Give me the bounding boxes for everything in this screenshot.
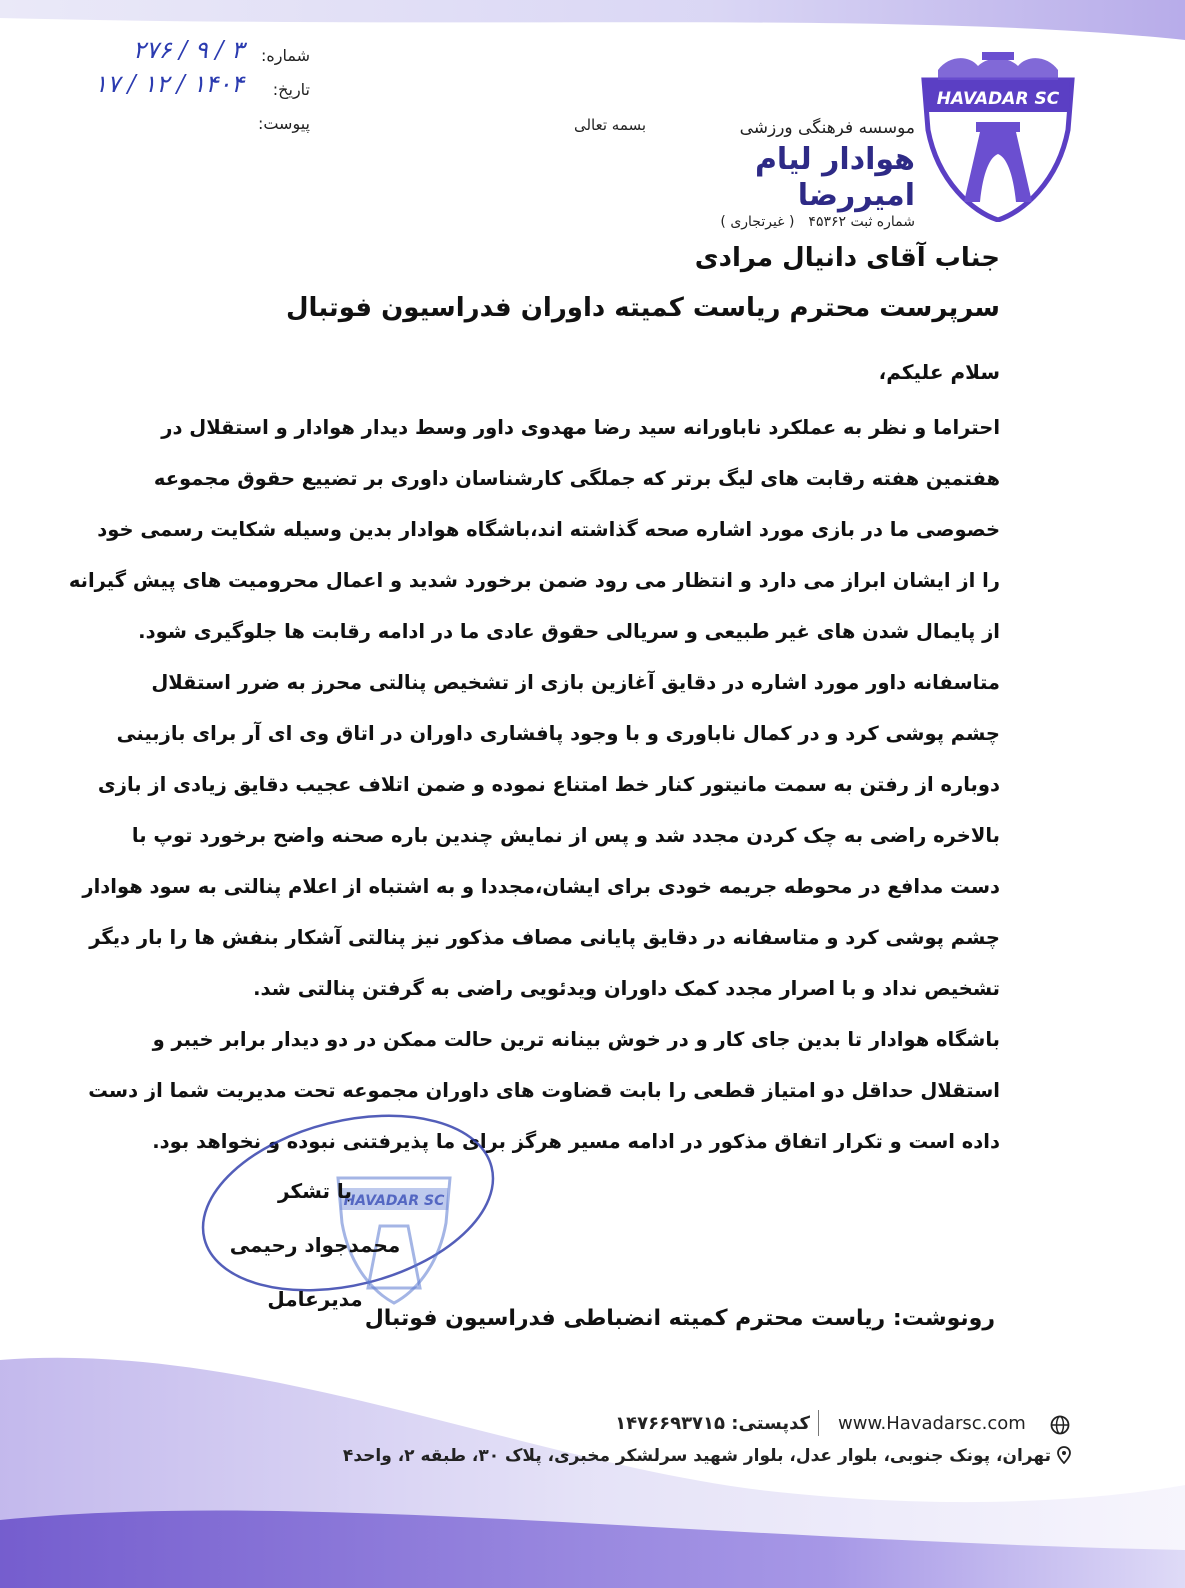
org-name: هوادار لیام امیررضا (754, 142, 915, 213)
body-line: از پایمال شدن های غیر طبیعی و سریالی حقوق عادی ما در ادامه رقابت ها جلوگیری شود. (138, 620, 1000, 643)
attachment-label: پیوست: (257, 114, 310, 133)
body-line: دست مدافع در محوطه جریمه خودی برای ایشان،مجددا و به اشتباه از اعلام پنالتی به سود هوادار (82, 875, 1000, 898)
globe-icon (1050, 1415, 1070, 1435)
date-row (80, 70, 310, 108)
website-link[interactable]: www.Havadarsc.com (838, 1413, 1026, 1434)
body-line: هفتمین هفته رقابت های لیگ برتر که جملگی کارشناسان داوری بر تضییع حقوق مجموعه (153, 467, 1000, 490)
footer-contact (615, 1410, 1070, 1440)
footer-divider (818, 1410, 819, 1436)
body-line: داده است و تکرار اتفاق مذکور در ادامه مسیر هرگز برای ما پذیرفتنی نبوده و نخواهد بود. (152, 1130, 1000, 1153)
org-registration: شماره ثبت ۴۵۳۶۲ (808, 214, 915, 230)
body-line: استقلال حداقل دو امتیاز قطعی را بابت قضاوت های داوران مجموعه تحت مدیریت شما از دست (88, 1079, 1000, 1102)
number-value: ۳ / ۹ / ۲۷۶ (132, 36, 244, 64)
signature-block (225, 1164, 405, 1326)
date-value: ۱۴۰۴ / ۱۲ / ۱۷ (94, 70, 244, 98)
carbon-copy: رونوشت: ریاست محترم کمیته انضباطی فدراسیون فوتبال (364, 1306, 995, 1331)
addressee (200, 240, 1000, 326)
closing: با تشکر (278, 1179, 352, 1203)
number-label: شماره: (260, 46, 310, 65)
body-line: چشم پوشی کرد و در کمال ناباوری و با وجود پافشاری داوران در اتاق وی ای آر برای بازبینی (116, 722, 1000, 745)
body-line: تشخیص نداد و با اصرار مجدد کمک داوران ویدئویی راضی به گرفتن پنالتی شد. (253, 977, 1000, 1000)
bismillah: بسمه تعالی (573, 116, 647, 134)
org-subtitle: موسسه فرهنگی ورزشی (739, 118, 915, 138)
address-text: تهران، پونک جنوبی، بلوار عدل، بلوار شهید سرلشکر مخبری، پلاک ۳۰، طبقه ۲، واحد۴ (342, 1446, 1051, 1466)
attachment-row (80, 108, 310, 142)
signer-name: محمدجواد رحیمی (229, 1233, 401, 1257)
date-label: تاریخ: (272, 80, 310, 99)
signer-title: مدیرعامل (267, 1287, 363, 1311)
number-row (80, 36, 310, 74)
body-line: احتراما و نظر به عملکرد ناباورانه سید رضا مهدوی داور وسط دیدار هوادار و استقلال در (161, 416, 1000, 439)
body-line: بالاخره راضی به چک کردن مجدد شد و پس از نمایش چندین باره صحنه واضح برخورد توپ با (131, 824, 1000, 847)
org-header (670, 118, 915, 230)
havadar-logo (918, 52, 1078, 222)
greeting: سلام علیکم، (878, 360, 1000, 384)
body-line: چشم پوشی کرد و متاسفانه در دقایق پایانی مصاف مذکور نیز پنالتی آشکار بنفش ها را بار دیگر (89, 926, 1000, 949)
letter-meta (80, 36, 310, 142)
logo-text: HAVADAR SC (936, 89, 1060, 109)
addressee-name: جناب آقای دانیال مرادی (694, 243, 1000, 273)
body-line: را از ایشان ابراز می دارد و انتظار می رود ضمن برخورد شدید و اعمال محرومیت های پیش گیرانه (68, 569, 1000, 592)
body-line: متاسفانه داور مورد اشاره در دقایق آغازین بازی از تشخیص پنالتی محرز به ضرر استقلال (151, 671, 1000, 694)
stamp-text: HAVADAR SC (343, 1193, 445, 1209)
letter-body (68, 402, 1000, 1167)
footer-address (343, 1446, 1071, 1466)
postal-code: کدپستی: ۱۴۷۶۶۹۳۷۱۵ (615, 1413, 810, 1434)
addressee-title: سرپرست محترم ریاست کمیته داوران فدراسیون فوتبال (286, 293, 1000, 323)
body-line: باشگاه هوادار تا بدین جای کار و در خوش بینانه ترین حالت ممکن در دو دیدار برابر خیبر و (152, 1028, 1000, 1051)
org-type: ( غیرتجاری ) (720, 214, 795, 230)
org-registration-row (670, 214, 915, 230)
body-line: خصوصی ما در بازی مورد اشاره صحه گذاشته اند،باشگاه هوادار بدین وسیله شکایت رسمی خود (97, 518, 1000, 541)
location-pin-icon (1057, 1446, 1071, 1464)
body-line: دوباره از رفتن به سمت مانیتور کنار خط امتناع نموده و ضمن اتلاف عجیب دقایق زیادی از بازی (97, 773, 1000, 796)
